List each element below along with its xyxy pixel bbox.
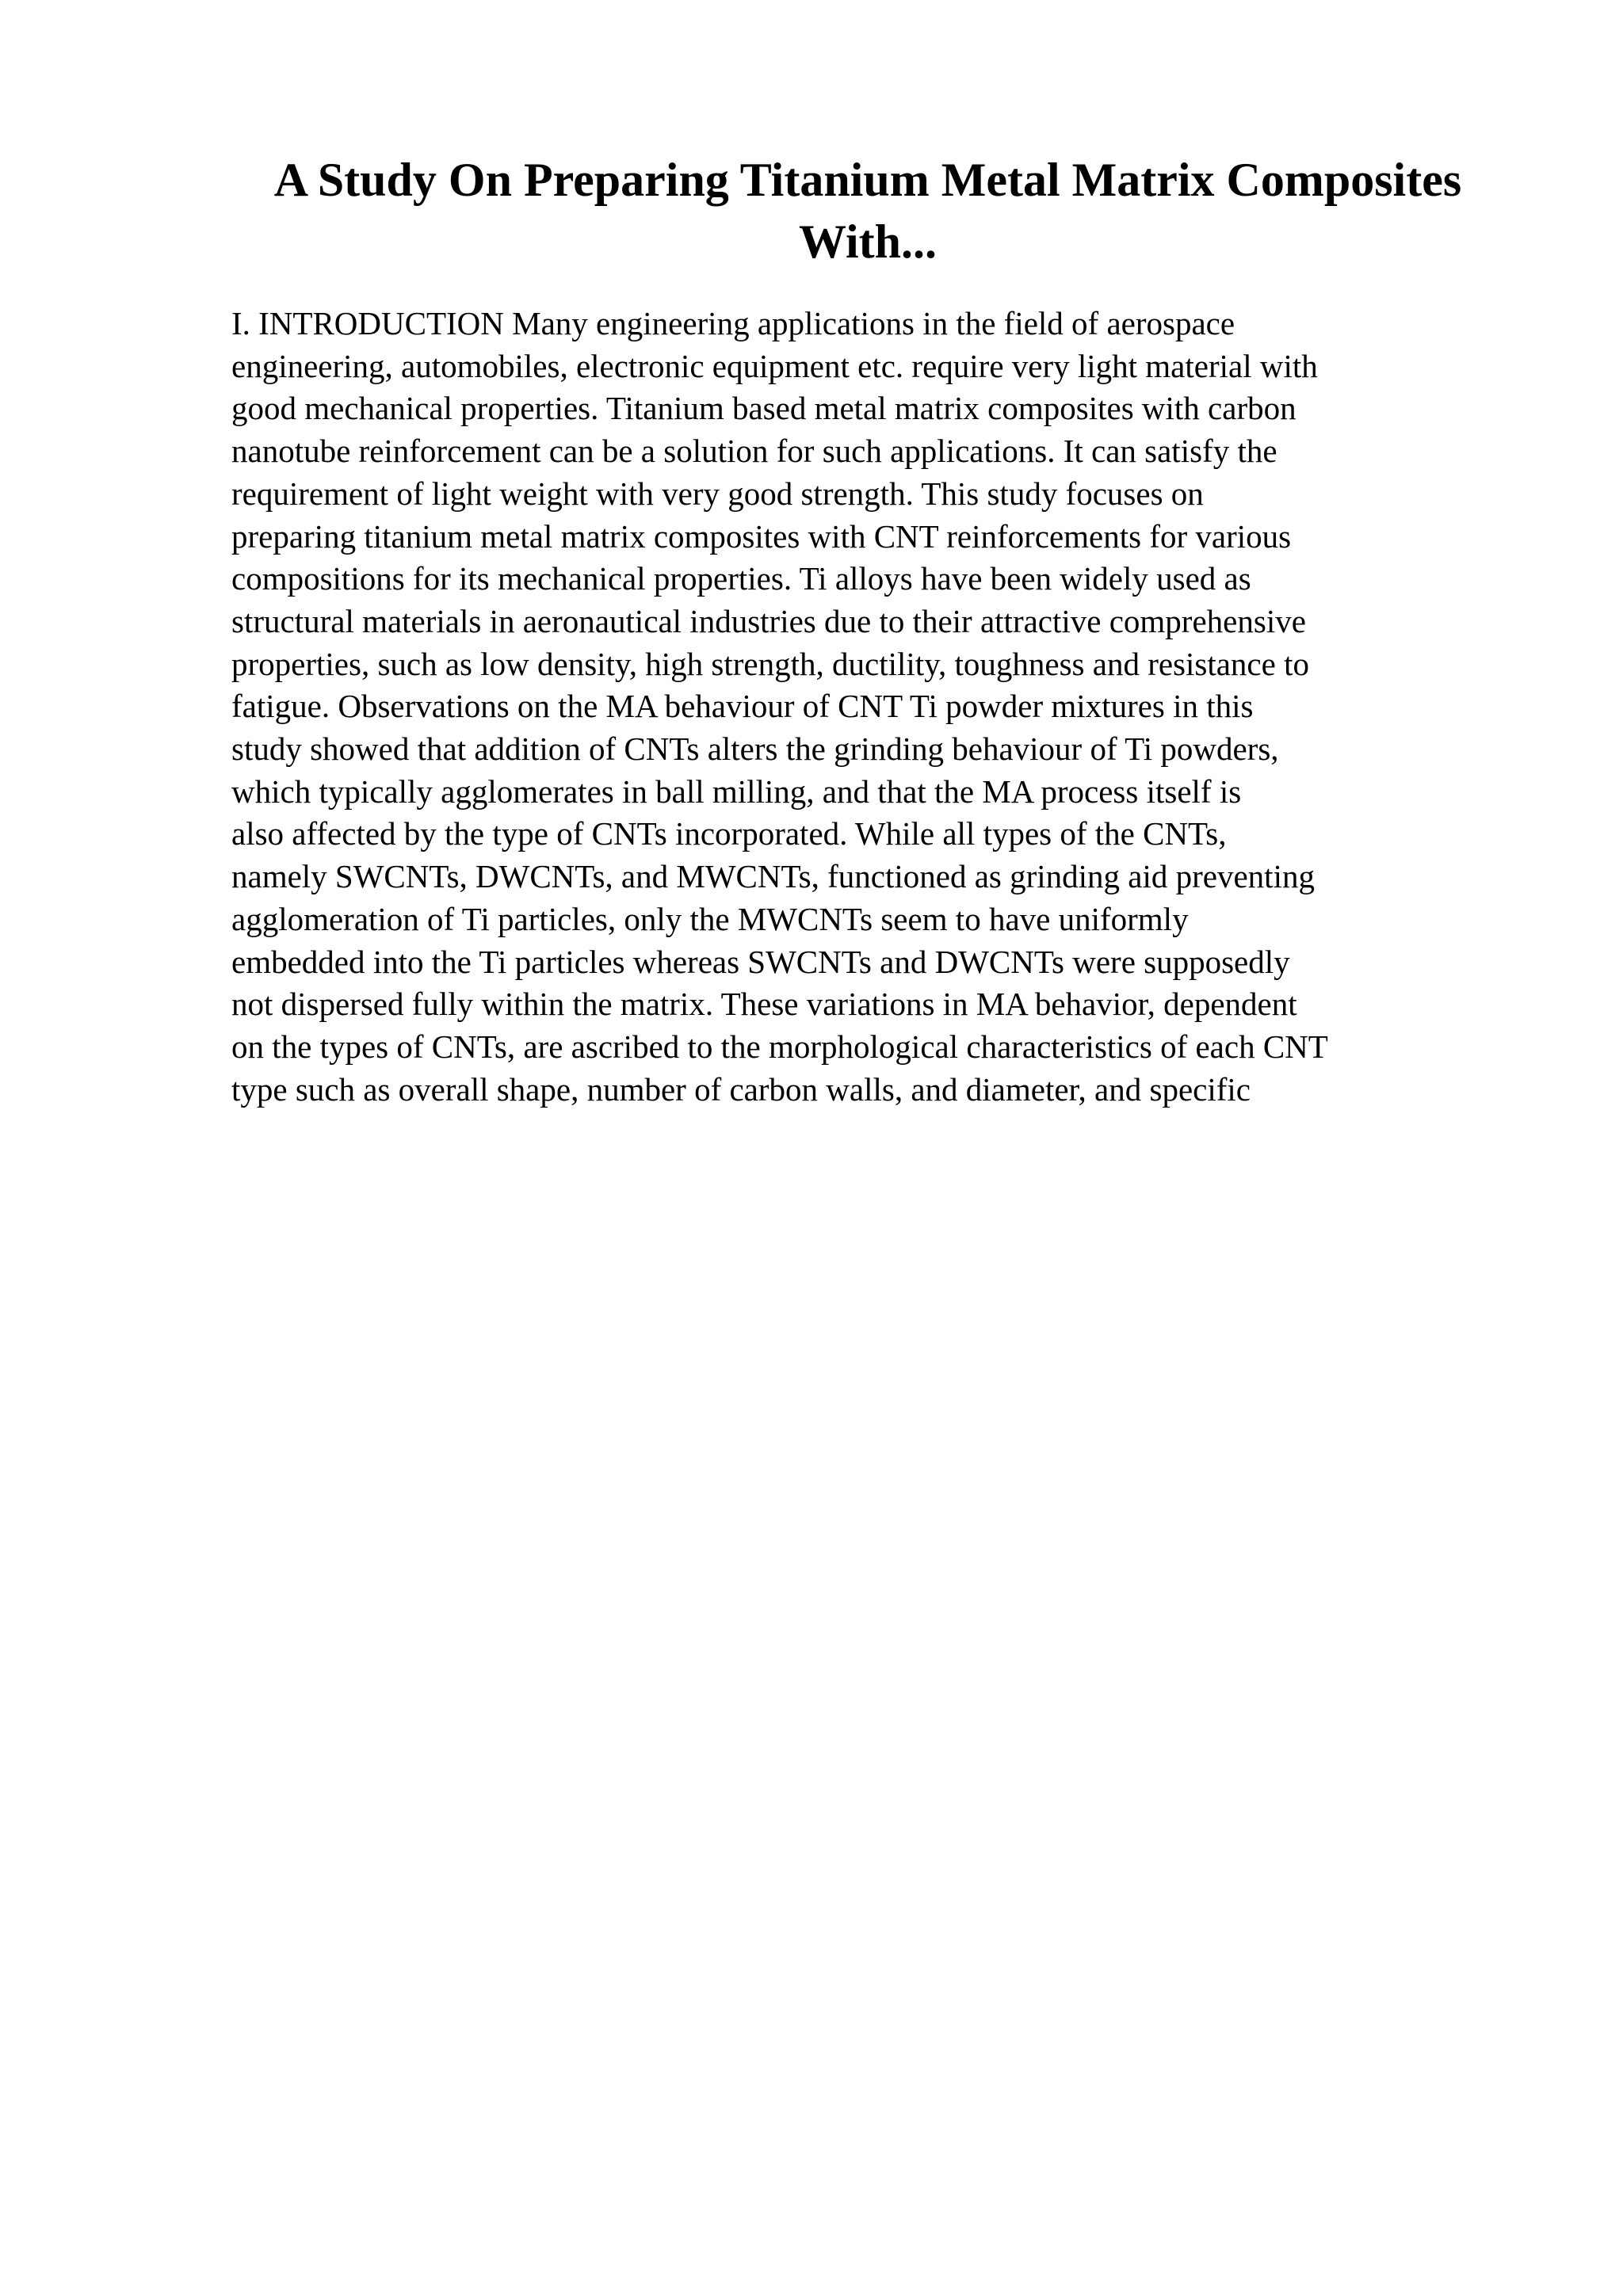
- body-line: good mechanical properties. Titanium based metal matrix composites with carbon: [231, 390, 1296, 427]
- body-line: preparing titanium metal matrix composites with CNT reinforcements for various: [231, 517, 1292, 555]
- body-line: embedded into the Ti particles whereas SWCNTs and DWCNTs were supposedly: [231, 943, 1290, 980]
- body-line: not dispersed fully within the matrix. These variations in MA behavior, dependent: [231, 986, 1297, 1023]
- body-line: fatigue. Observations on the MA behaviour of CNT Ti powder mixtures in this: [231, 688, 1254, 725]
- body-line: I. INTRODUCTION Many engineering applications in the field of aerospace: [231, 305, 1235, 341]
- body-line: compositions for its mechanical properties. Ti alloys have been widely used as: [231, 560, 1251, 597]
- body-line: nanotube reinforcement can be a solution for such applications. It can satisfy the: [231, 433, 1277, 470]
- body-paragraph: [231, 303, 1515, 1111]
- body-line: requirement of light weight with very good strength. This study focuses on: [231, 475, 1204, 512]
- body-line: which typically agglomerates in ball milling, and that the MA process itself is: [231, 772, 1242, 810]
- body-line: also affected by the type of CNTs incorporated. While all types of the CNTs,: [231, 815, 1227, 852]
- body-line: type such as overall shape, number of carbon walls, and diameter, and specific: [231, 1070, 1251, 1108]
- body-line: agglomeration of Ti particles, only the MWCNTs seem to have uniformly: [231, 900, 1189, 937]
- body-line: structural materials in aeronautical industries due to their attractive comprehensive: [231, 602, 1306, 639]
- body-line: namely SWCNTs, DWCNTs, and MWCNTs, functioned as grinding aid preventing: [231, 858, 1315, 895]
- body-line: study showed that addition of CNTs alters the grinding behaviour of Ti powders,: [231, 730, 1279, 768]
- body-line: engineering, automobiles, electronic equipment etc. require very light material with: [231, 347, 1318, 384]
- document-title: A Study On Preparing Titanium Metal Matrix Composites With...: [273, 154, 1462, 268]
- body-line: on the types of CNTs, are ascribed to the morphological characteristics of each CNT: [231, 1028, 1328, 1065]
- body-line: properties, such as low density, high strength, ductility, toughness and resistance to: [231, 645, 1309, 682]
